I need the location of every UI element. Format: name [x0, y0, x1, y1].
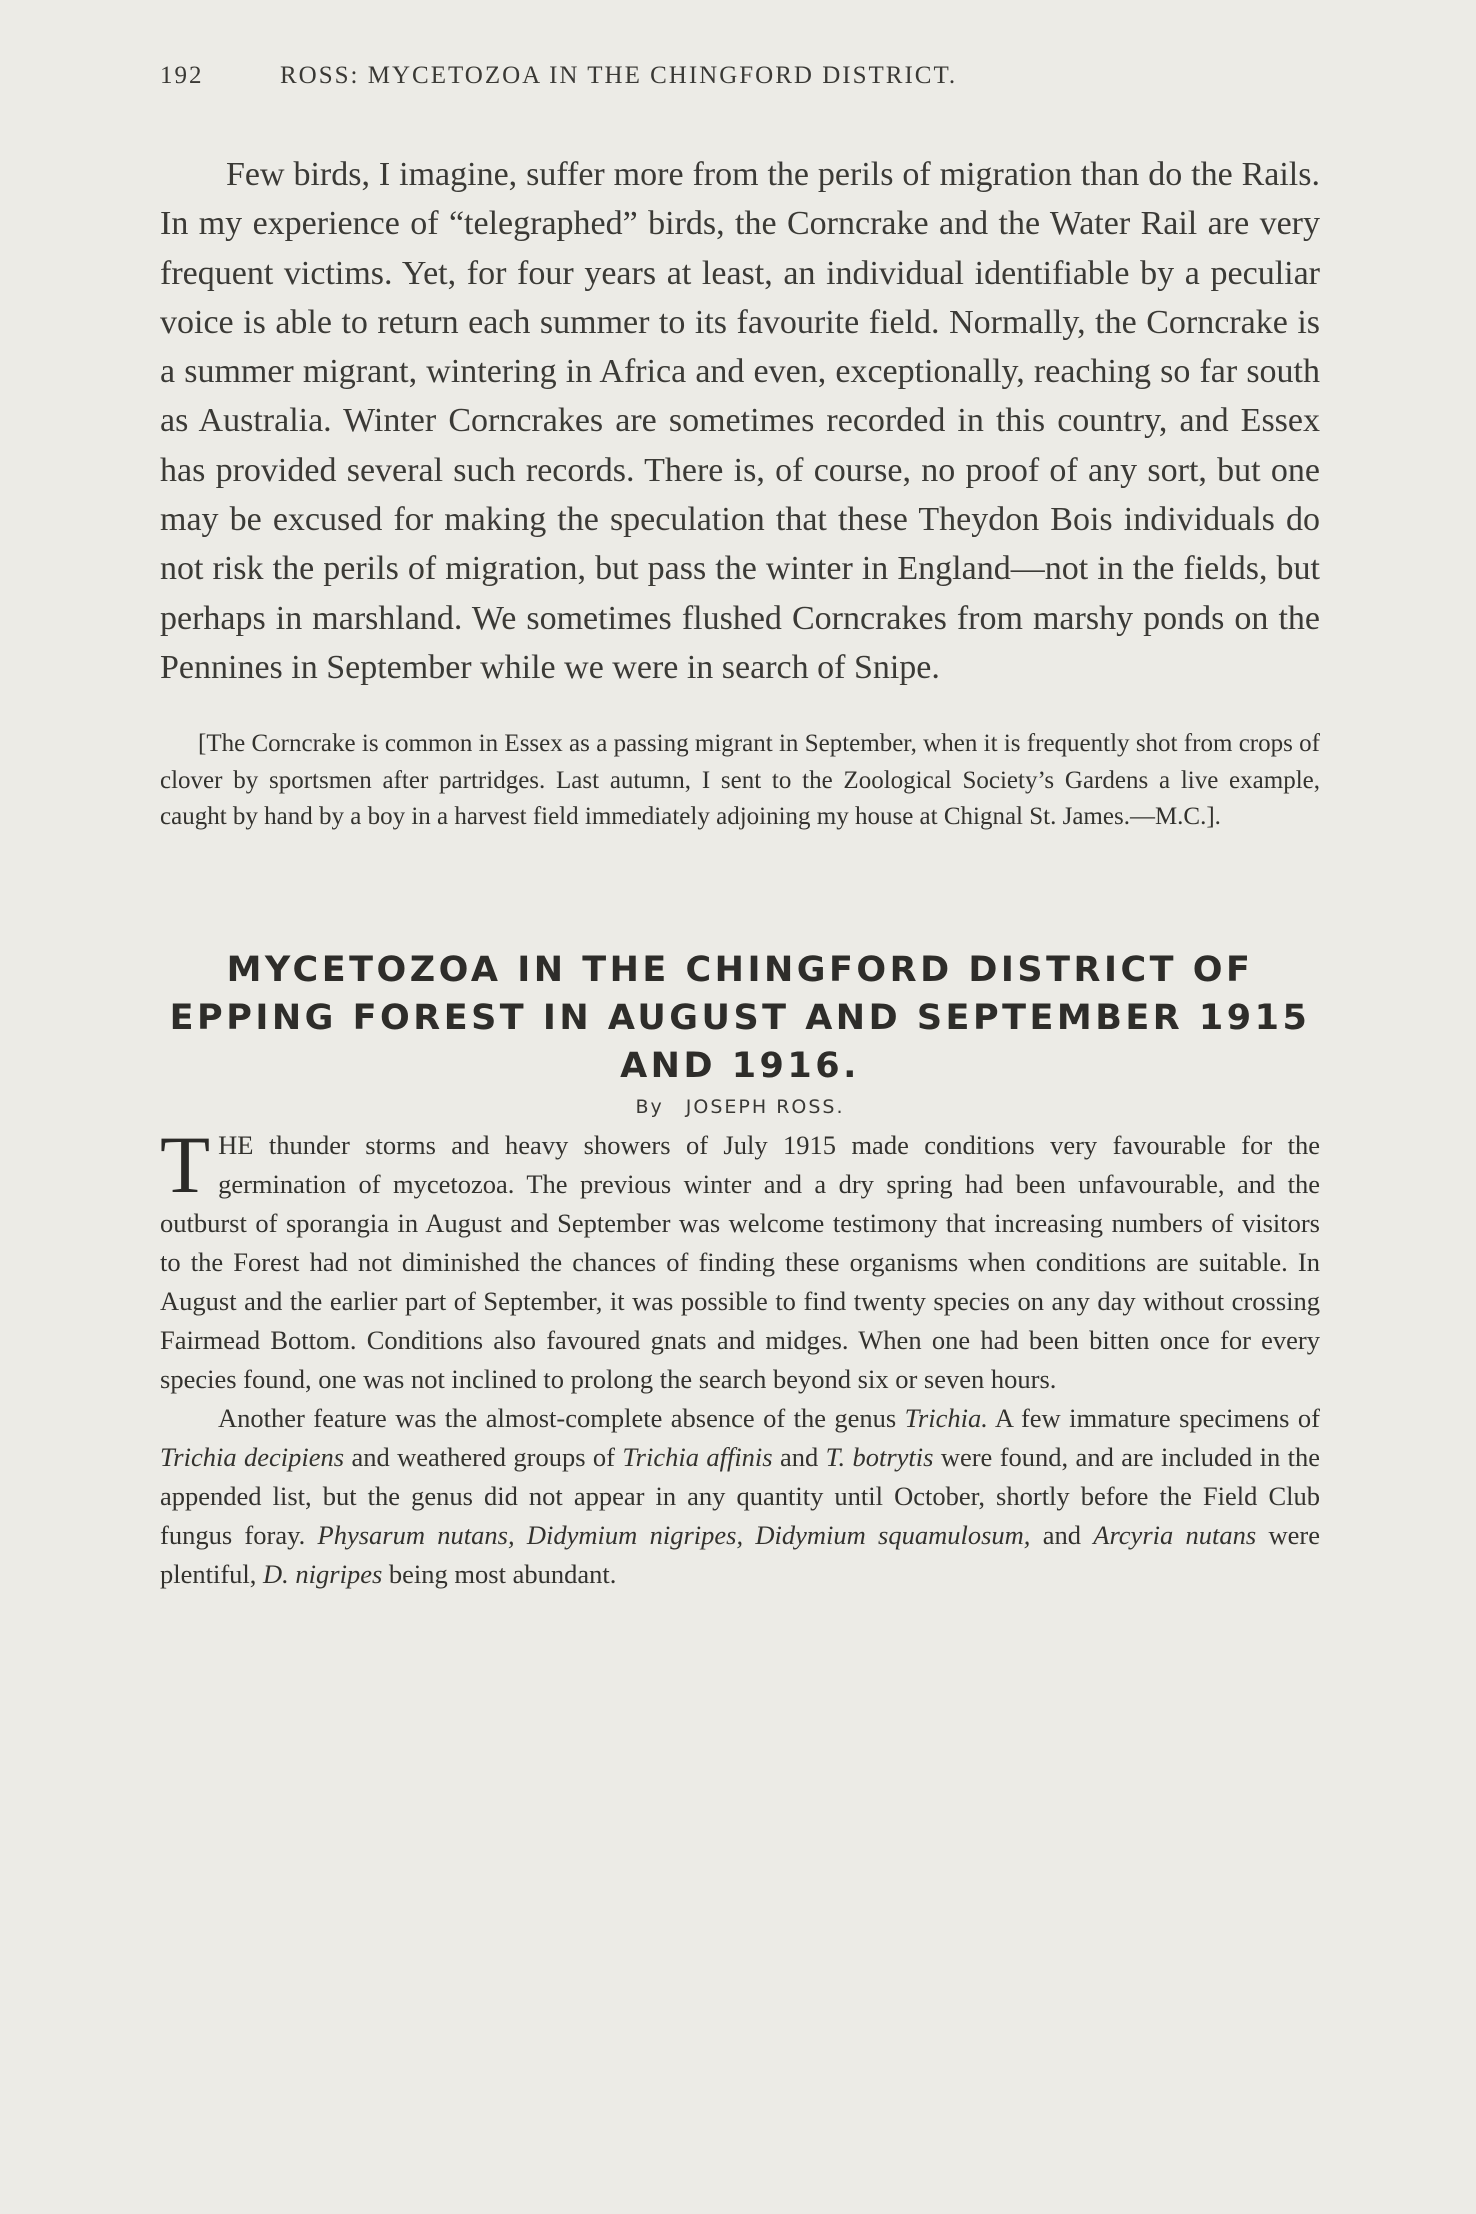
byline-prefix: By [635, 1095, 664, 1118]
genus-name: Trichia. [904, 1402, 988, 1433]
article-paragraph-1 [160, 1118, 1320, 1399]
page-number: 192 [160, 62, 204, 89]
text-run: and [1030, 1519, 1094, 1550]
article-paragraph-2 [160, 1399, 1320, 1594]
species-name: D. nigripes [263, 1558, 383, 1589]
text-run: and [772, 1441, 826, 1472]
page [160, 62, 1320, 1594]
species-name: Trichia affinis [622, 1441, 773, 1472]
text-run: and weathered groups of [344, 1441, 623, 1472]
article-body [160, 1118, 1320, 1594]
author-name: JOSEPH ROSS. [685, 1095, 845, 1118]
text-run: Another feature was the almost-complete absence of the genus [218, 1402, 905, 1433]
byline [160, 1096, 1320, 1118]
paragraph-1-text: HE thunder storms and heavy showers of July 1915 made conditions very favourable for the germination of mycetozoa. The previous winter and a dry spring had been unfavourable, and the outburst of sporangia in August and September was welcome testimony that increasing numbers of visitors to the Forest had not diminished the chances of finding these organisms when conditions are suitable. In August and the earlier part of September, it was possible to find twenty species on any day without crossing Fairmead Bottom. Conditions also favoured gnats and midges. When one had been bitten once for every species found, one was not inclined to prolong the search beyond six or seven hours. [160, 1129, 1320, 1394]
species-names: Physarum nutans, Didymium nigripes, Didymium squamulosum, [317, 1519, 1031, 1550]
text-run: were plentiful, [160, 1519, 1320, 1589]
species-name: Arcyria nutans [1093, 1519, 1257, 1550]
species-name: Trichia decipiens [160, 1441, 345, 1472]
text-run: being most abundant. [382, 1558, 617, 1589]
text-run: A few immature specimens of [987, 1402, 1320, 1433]
running-head-title: ROSS: MYCETOZOA IN THE CHINGFORD DISTRICT. [280, 62, 958, 89]
drop-cap: T [160, 1118, 211, 1210]
article-title: MYCETOZOA IN THE CHINGFORD DISTRICT OF EPPING FOREST IN AUGUST AND SEPTEMBER 1915 AND 1916. [169, 949, 1311, 1086]
species-name: T. botrytis [825, 1441, 934, 1472]
text-run: were found, and are included in the appended list, but the genus did not appear in any quantity until October, shortly before the Field Club fungus foray. [160, 1441, 1320, 1550]
corncrake-paragraph: Few birds, I imagine, suffer more from the perils of migration than do the Rails. In my experience of “telegraphed” birds, the Corncrake and the Water Rail are very frequent victims. Yet, for four years at least, an individual identifiable by a peculiar voice is able to return each summer to its favourite field. Normally, the Corncrake is a summer migrant, wintering in Africa and even, exceptionally, reaching so far south as Australia. Winter Corncrakes are sometimes recorded in this country, and Essex has provided several such records. There is, of course, no proof of any sort, but one may be excused for making the speculation that these Theydon Bois individuals do not risk the perils of migration, but pass the winter in England—not in the fields, but perhaps in marshland. We sometimes flushed Corncrakes from marshy ponds on the Pennines in September while we were in search of Snipe. [160, 156, 1320, 686]
running-head [160, 62, 1320, 112]
editor-note: [The Corncrake is common in Essex as a passing migrant in September, when it is frequently shot from crops of clover by sportsmen after partridges. Last autumn, I sent to the Zoological Society’s Gardens a live example, caught by hand by a boy in a harvest field immediately adjoining my house at Chignal St. James.—M.C.]. [160, 730, 1320, 831]
